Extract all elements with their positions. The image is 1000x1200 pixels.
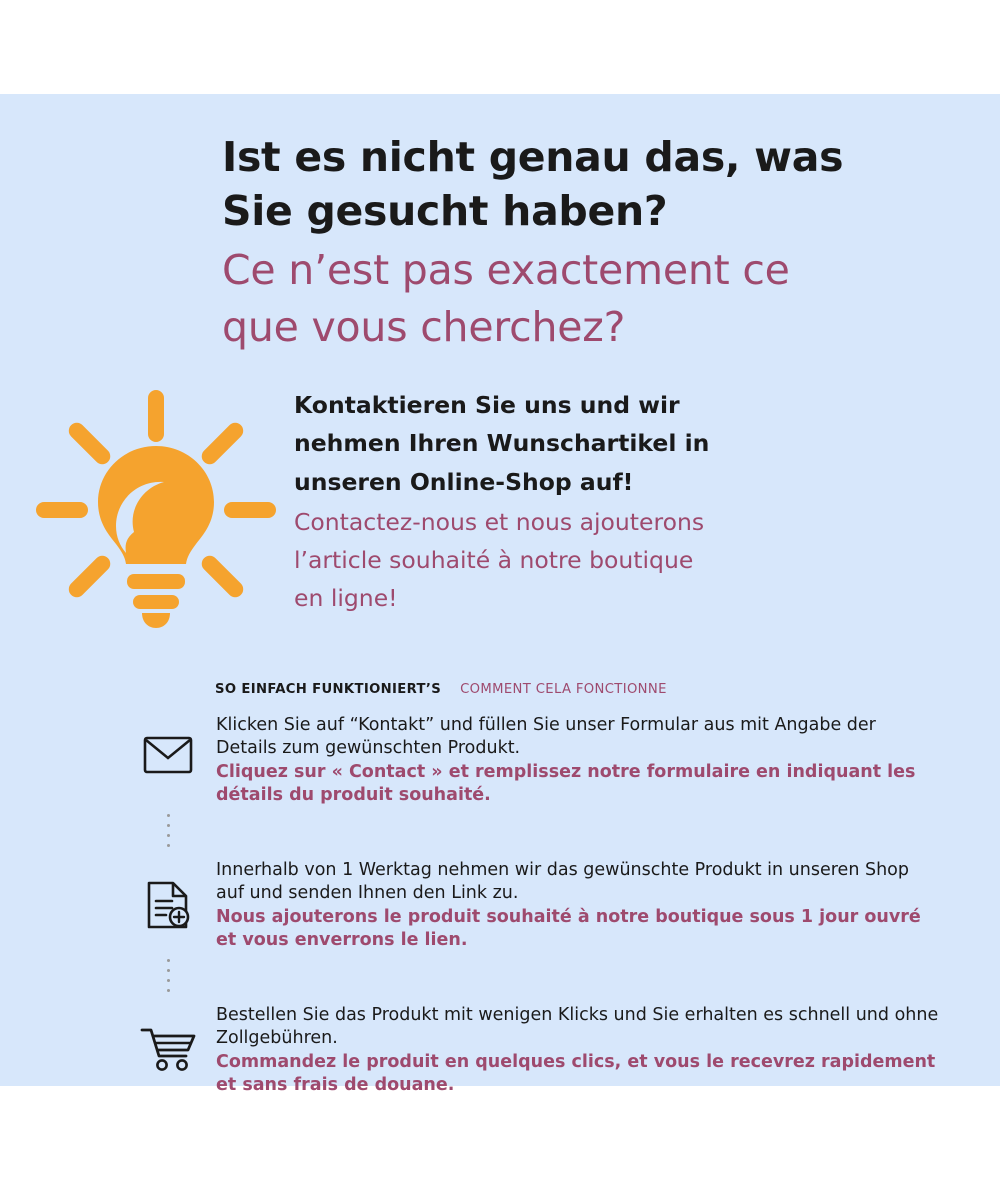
sub-message-de-line3: unseren Online-Shop auf! — [294, 467, 634, 496]
step-fr: Nous ajouterons le produit souhaité à notre boutique sous 1 jour ouvré et vous enverrons le lien. — [216, 907, 921, 951]
list-item — [120, 712, 940, 808]
envelope-icon — [120, 712, 216, 774]
headline-fr — [222, 242, 962, 355]
headline-fr-line1: Ce n’est pas exactement ce — [222, 246, 790, 295]
howto-heading — [215, 682, 667, 697]
step-connector — [120, 953, 940, 1002]
step-de: Bestellen Sie das Produkt mit wenigen Klicks und Sie erhalten es schnell und ohne Zollgebühren. — [216, 1005, 939, 1049]
sub-message-de-line2: nehmen Ihren Wunschartikel in — [294, 429, 710, 458]
headline-de-line1: Ist es nicht genau das, was — [222, 133, 844, 181]
sub-message-de-line1: Kontaktieren Sie uns und wir — [294, 391, 680, 419]
sub-message-fr-line2: l’article souhaité à notre boutique — [294, 546, 694, 575]
step-de: Klicken Sie auf “Kontakt” und füllen Sie unser Formular aus mit Angabe der Details zum gewünschten Produkt. — [216, 715, 876, 759]
list-item — [120, 1002, 940, 1098]
document-add-icon — [120, 857, 216, 929]
sub-message-fr-line1: Contactez-nous et nous ajouterons — [294, 507, 705, 536]
dotted-divider — [120, 808, 216, 857]
lightbulb-icon — [30, 384, 280, 634]
list-item — [120, 857, 940, 953]
sub-message-de — [294, 386, 894, 501]
shopping-cart-icon — [120, 1002, 216, 1072]
step-text — [216, 1002, 940, 1097]
howto-heading-fr: COMMENT CELA FONCTIONNE — [460, 682, 667, 697]
step-de: Innerhalb von 1 Werktag nehmen wir das gewünschte Produkt in unseren Shop auf und senden Ihnen den Link zu. — [216, 860, 909, 904]
dotted-divider — [120, 953, 216, 1002]
step-text — [216, 857, 940, 952]
headline-block — [222, 130, 962, 355]
howto-heading-de: SO EINFACH FUNKTIONIERT’S — [215, 682, 442, 697]
sub-message-fr-line3: en ligne! — [294, 584, 398, 613]
headline-fr-line2: que vous cherchez? — [222, 302, 626, 351]
step-fr: Cliquez sur « Contact » et remplissez notre formulaire en indiquant les détails du produit souhaité. — [216, 762, 916, 806]
headline-de — [222, 130, 962, 238]
step-fr: Commandez le produit en quelques clics, et vous le recevrez rapidement et sans frais de douane. — [216, 1052, 936, 1096]
headline-de-line2: Sie gesucht haben? — [222, 187, 668, 236]
howto-steps — [120, 712, 940, 1098]
promo-banner — [0, 94, 1000, 1096]
step-text — [216, 712, 940, 807]
sub-message-block — [294, 386, 894, 618]
sub-message-fr — [294, 503, 894, 618]
step-connector — [120, 808, 940, 857]
